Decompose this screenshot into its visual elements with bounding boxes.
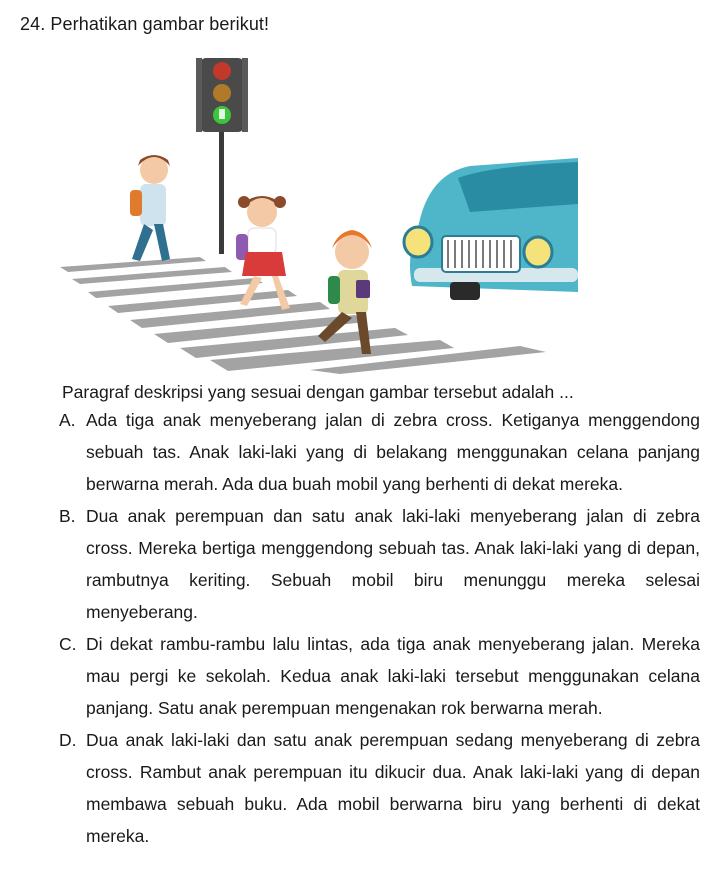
option-text: Dua anak perempuan dan satu anak laki-laki menyeberang jalan di zebra cross. Mereka bertiga menggendong sebuah tas. Anak laki-laki yang di depan, rambutnya keriting. Sebuah mobil biru menunggu mereka selesai menyeberang. (86, 506, 700, 622)
option-letter: C. (59, 634, 77, 654)
blue-car-icon (404, 158, 578, 300)
crosswalk-illustration (50, 54, 600, 374)
option-d[interactable] (46, 724, 700, 852)
option-letter: D. (59, 730, 77, 750)
option-b[interactable] (46, 500, 700, 628)
option-a[interactable] (46, 404, 700, 500)
question-prompt: Paragraf deskripsi yang sesuai dengan gambar tersebut adalah ... (62, 382, 574, 402)
option-c[interactable] (46, 628, 700, 724)
option-text: Ada tiga anak menyeberang jalan di zebra cross. Ketiganya menggendong sebuah tas. Anak laki-laki yang di belakang menggunakan celana panjang berwarna merah. Ada dua buah mobil yang berhenti di dekat mereka. (86, 410, 700, 494)
answer-options (46, 404, 700, 852)
option-text: Dua anak laki-laki dan satu anak perempuan sedang menyeberang di zebra cross. Rambut anak perempuan itu dikucir dua. Anak laki-laki yang di depan membawa sebuah buku. Ada mobil berwarna biru yang berhenti di dekat mereka. (86, 730, 700, 846)
traffic-light-icon (196, 58, 248, 254)
boy-back-figure (130, 155, 170, 261)
option-text: Di dekat rambu-rambu lalu lintas, ada tiga anak menyeberang jalan. Mereka mau pergi ke sekolah. Kedua anak laki-laki tersebut menggunakan celana panjang. Satu anak perempuan mengenakan rok berwarna merah. (86, 634, 700, 718)
option-letter: A. (59, 410, 76, 430)
option-letter: B. (59, 506, 76, 526)
question-title: 24. Perhatikan gambar berikut! (20, 14, 270, 34)
